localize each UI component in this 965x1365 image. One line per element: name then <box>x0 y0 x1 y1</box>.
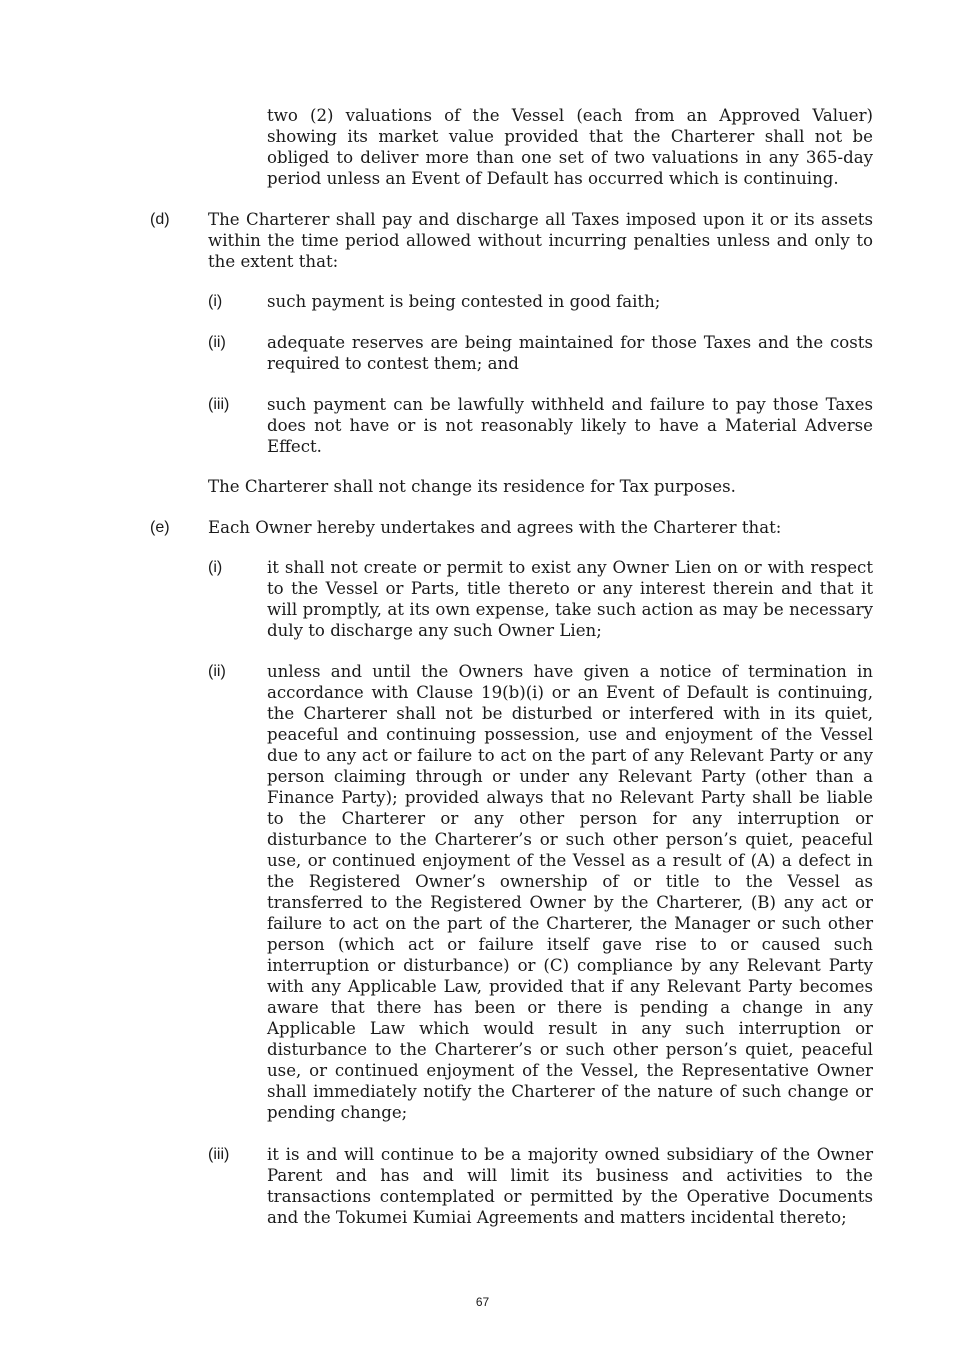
clause-e-label: (e) <box>150 519 170 536</box>
clause-d-closing-text: The Charterer shall not change its residence for Tax purposes. <box>208 477 736 496</box>
continuation-paragraph: two (2) valuations of the Vessel (each from an Approved Valuer) showing its market value provided that the Charterer shall not be obliged to deliver more than one set of two valuations in any 365-day period unless an Event of Default has occurred which is continuing. <box>267 106 873 188</box>
clause-d-text: The Charterer shall pay and discharge all Taxes imposed upon it or its assets within the time period allowed without incurring penalties unless and only to the extent that: <box>208 210 873 271</box>
clause-e-text: Each Owner hereby undertakes and agrees with the Charterer that: <box>208 518 782 537</box>
clause-d-item-i-label: (i) <box>208 293 223 310</box>
clause-e-item-iii-text: it is and will continue to be a majority owned subsidiary of the Owner Parent and has and will limit its business and activities to the transactions contemplated or permitted by the Operative Documents and the Tokumei Kumiai Agreements and matters incidental thereto; <box>267 1145 873 1227</box>
clause-e-item-ii-text: unless and until the Owners have given a notice of termination in accordance with Clause 19(b)(i) or an Event of Default is continuing, the Charterer shall not be disturbed or interfered with in its quiet, peaceful and continuing possession, use and enjoyment of the Vessel due to any act or failure to act on the part of any Relevant Party or any person claiming through or under any Relevant Party (other than a Finance Party); provided always that no Relevant Party shall be liable to the Charterer or any other person for any interruption or disturbance to the Charterer’s or such other person’s quiet, peaceful use, or continued enjoyment of the Vessel as a result of (A) a defect in the Registered Owner’s ownership of or title to the Vessel as transferred to the Registered Owner by the Charterer, (B) any act or failure to act on the part of the Charterer, the Manager or such other person (which act or failure itself gave rise to or caused such interruption or disturbance) or (C) compliance by any Relevant Party with any Applicable Law, provided that if any Relevant Party becomes aware that there has been or there is pending a change in any Applicable Law which would result in any such interruption or disturbance to the Charterer’s or such other person’s quiet, peaceful use, or continued enjoyment of the Vessel, the Representative Owner shall immediately notify the Charterer of the nature of such change or pending change; <box>267 662 873 1122</box>
clause-d-item-ii-label: (ii) <box>208 334 226 351</box>
clause-e-item-i-text: it shall not create or permit to exist any Owner Lien on or with respect to the Vessel or Parts, title thereto or any interest therein and that it will promptly, at its own expense, take such action as may be necessary duly to discharge any such Owner Lien; <box>267 558 873 640</box>
clause-d-item-ii-text: adequate reserves are being maintained for those Taxes and the costs required to contest them; and <box>267 333 873 373</box>
clause-e-item-ii-label: (ii) <box>208 663 226 680</box>
clause-d-label: (d) <box>150 211 170 228</box>
clause-d-item-i-text: such payment is being contested in good faith; <box>267 292 661 311</box>
clause-d-item-iii-text: such payment can be lawfully withheld and failure to pay those Taxes does not have or is not reasonably likely to have a Material Adverse Effect. <box>267 395 873 456</box>
page-number: 67 <box>475 1295 490 1309</box>
clause-e-item-iii-label: (iii) <box>208 1146 230 1163</box>
clause-e-item-i-label: (i) <box>208 559 223 576</box>
clause-d-item-iii-label: (iii) <box>208 396 230 413</box>
